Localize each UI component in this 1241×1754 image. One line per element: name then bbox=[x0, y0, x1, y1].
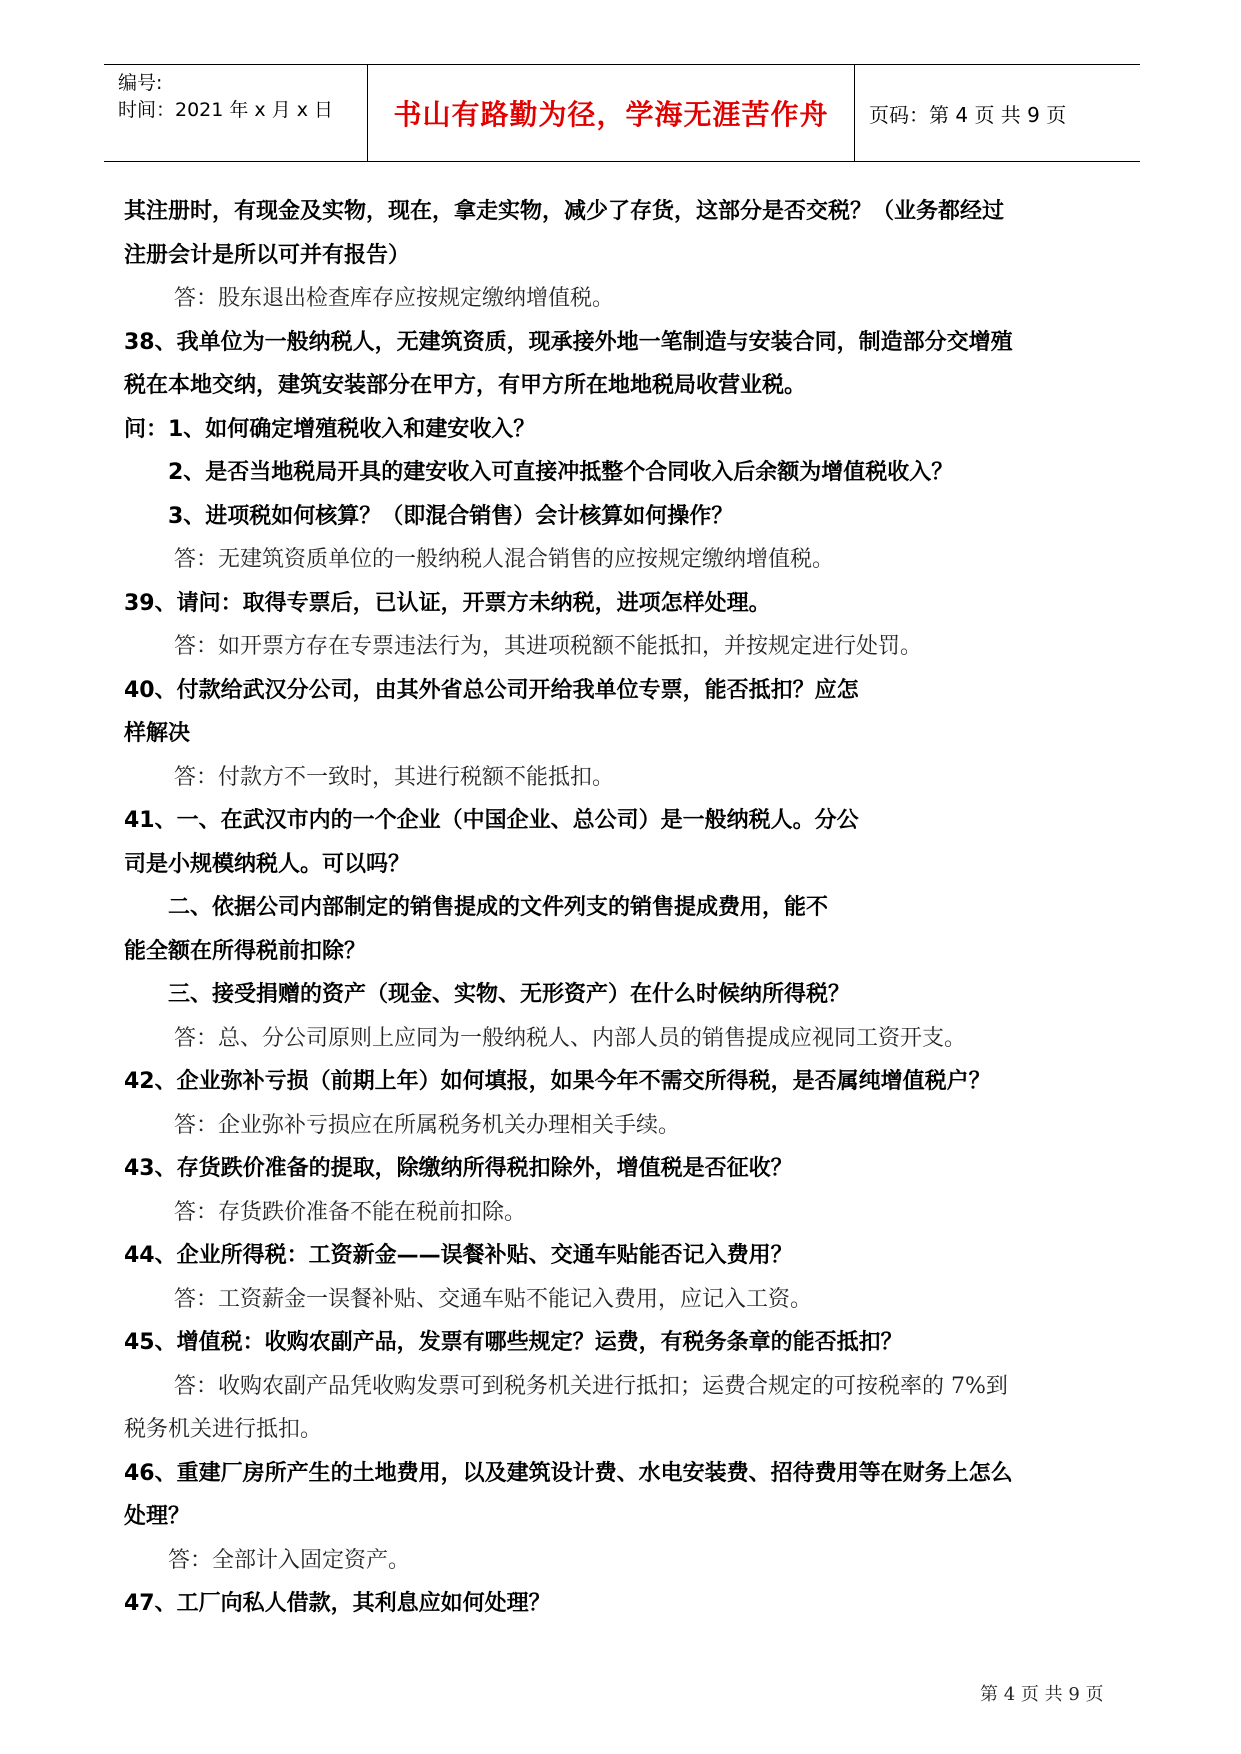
document-header bbox=[104, 64, 1140, 162]
question-line: 能全额在所得税前扣除？ bbox=[124, 938, 367, 964]
answer-line: 答：存货跌价准备不能在税前扣除。 bbox=[174, 1199, 527, 1225]
header-page-number: 页码：第 4 页 共 9 页 bbox=[869, 102, 1067, 127]
answer-line: 答：企业弥补亏损应在所属税务机关办理相关手续。 bbox=[174, 1112, 681, 1138]
question-line: 三、接受捐赠的资产（现金、实物、无形资产）在什么时候纳所得税？ bbox=[168, 982, 851, 1007]
answer-line: 答：无建筑资质单位的一般纳税人混合销售的应按规定缴纳增值税。 bbox=[174, 547, 835, 572]
question-line: 44、企业所得税：工资新金——误餐补贴、交通车贴能否记入费用？ bbox=[124, 1243, 793, 1268]
answer-line: 答：全部计入固定资产。 bbox=[168, 1547, 411, 1573]
answer-line: 答：总、分公司原则上应同为一般纳税人、内部人员的销售提成应视同工资开支。 bbox=[174, 1025, 967, 1051]
answer-line: 答：付款方不一致时，其进行税额不能抵扣。 bbox=[174, 764, 615, 790]
question-line: 2、是否当地税局开具的建安收入可直接冲抵整个合同收入后余额为增值税收入？ bbox=[168, 460, 954, 485]
question-line: 其注册时，有现金及实物，现在，拿走实物，减少了存货，这部分是否交税？（业务都经过 bbox=[124, 199, 1005, 224]
header-meta bbox=[104, 65, 368, 161]
question-line: 39、请问：取得专票后，已认证，开票方未纳税，进项怎样处理。 bbox=[124, 590, 771, 616]
question-line: 税在本地交纳，建筑安装部分在甲方，有甲方所在地地税局收营业税。 bbox=[124, 373, 807, 398]
question-line: 38、我单位为一般纳税人，无建筑资质，现承接外地一笔制造与安装合同，制造部分交增殖 bbox=[124, 329, 1013, 355]
question-line: 41、一、在武汉市内的一个企业（中国企业、总公司）是一般纳税人。分公 bbox=[124, 808, 859, 833]
question-line: 40、付款给武汉分公司，由其外省总公司开给我单位专票，能否抵扣？应怎 bbox=[124, 677, 859, 703]
question-line: 二、依据公司内部制定的销售提成的文件列支的销售提成费用，能不 bbox=[168, 895, 829, 920]
document-number-label: 编号: bbox=[118, 72, 163, 94]
header-motto: 书山有路勤为径，学海无涯苦作舟 bbox=[368, 65, 855, 161]
question-line: 46、重建厂房所产生的土地费用，以及建筑设计费、水电安装费、招待费用等在财务上怎么 bbox=[124, 1460, 1013, 1486]
answer-line: 答：收购农副产品凭收购发票可到税务机关进行抵扣；运费合规定的可按税率的 7%到 bbox=[174, 1373, 1008, 1399]
question-line: 问：1、如何确定增殖税收入和建安收入？ bbox=[124, 416, 536, 442]
question-line: 样解决 bbox=[124, 721, 191, 746]
document-time-label: 时间：2021 年 x 月 x 日 bbox=[118, 99, 334, 121]
footer-page-number: 第 4 页 共 9 页 bbox=[980, 1684, 1104, 1705]
question-line: 47、工厂向私人借款，其利息应如何处理？ bbox=[124, 1591, 551, 1616]
document-body bbox=[124, 190, 1126, 1626]
answer-line: 答：如开票方存在专票违法行为，其进项税额不能抵扣，并按规定进行处罚。 bbox=[174, 634, 923, 659]
answer-line: 答：股东退出检查库存应按规定缴纳增值税。 bbox=[174, 286, 615, 311]
question-line: 45、增值税：收购农副产品，发票有哪些规定？运费，有税务条章的能否抵扣？ bbox=[124, 1330, 903, 1355]
question-line: 司是小规模纳税人。可以吗？ bbox=[124, 851, 411, 877]
question-line: 42、企业弥补亏损（前期上年）如何填报，如果今年不需交所得税，是否属纯增值税户？ bbox=[124, 1069, 991, 1094]
question-line: 注册会计是所以可并有报告） bbox=[124, 242, 411, 268]
question-line: 处理？ bbox=[124, 1504, 191, 1529]
question-line: 43、存货跌价准备的提取，除缴纳所得税扣除外，增值税是否征收？ bbox=[124, 1156, 793, 1181]
answer-line: 税务机关进行抵扣。 bbox=[124, 1417, 323, 1442]
answer-line: 答：工资薪金一误餐补贴、交通车贴不能记入费用，应记入工资。 bbox=[174, 1286, 813, 1312]
question-line: 3、进项税如何核算？（即混合销售）会计核算如何操作？ bbox=[168, 503, 734, 529]
